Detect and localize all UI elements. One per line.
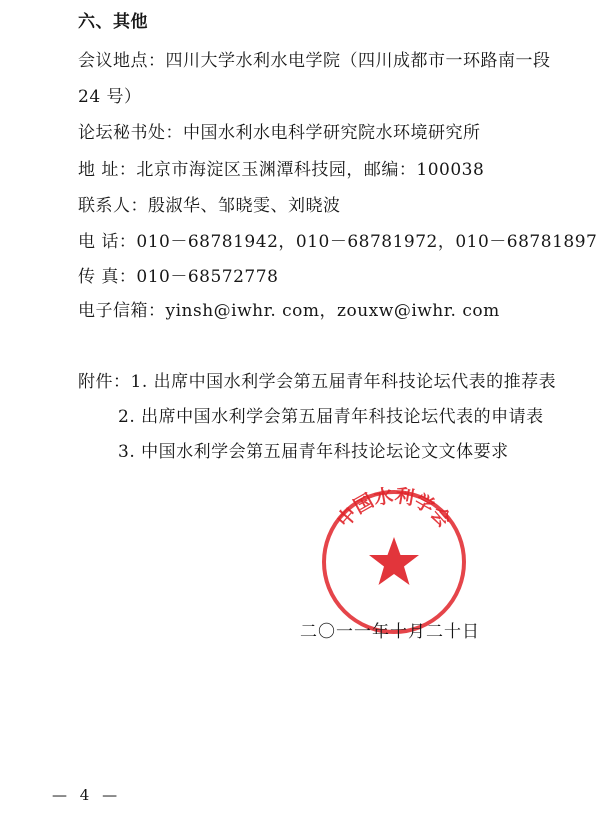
issue-date: 二〇一一年十月二十日 bbox=[300, 622, 480, 642]
secretariat: 论坛秘书处：中国水利水电科学研究院水环境研究所 bbox=[78, 123, 481, 143]
venue-line-1: 会议地点：四川大学水利水电学院（四川成都市一环路南一段 bbox=[78, 51, 551, 71]
attachment-2: 2. 出席中国水利学会第五届青年科技论坛代表的申请表 bbox=[118, 407, 544, 427]
contacts: 联系人：殷淑华、邹晓雯、刘晓波 bbox=[78, 196, 341, 216]
fax: 传 真：010－68572778 bbox=[78, 267, 279, 287]
phone: 电 话：010－68781942，010－68781972，010－68781897 bbox=[78, 232, 598, 252]
official-seal bbox=[319, 487, 469, 637]
email: 电子信箱：yinsh@iwhr. com，zouxw@iwhr. com bbox=[78, 301, 500, 321]
page-number: — 4 — bbox=[52, 786, 122, 804]
venue-line-2: 24 号） bbox=[78, 87, 142, 107]
section-heading: 六、其他 bbox=[78, 12, 148, 32]
seal-text: 中国水利学会 bbox=[332, 487, 456, 532]
star-icon bbox=[369, 537, 419, 585]
attachment-1: 附件：1. 出席中国水利学会第五届青年科技论坛代表的推荐表 bbox=[78, 372, 557, 392]
address: 地 址：北京市海淀区玉渊潭科技园，邮编：100038 bbox=[78, 160, 485, 180]
attachment-3: 3. 中国水利学会第五届青年科技论坛论文文体要求 bbox=[118, 442, 509, 462]
